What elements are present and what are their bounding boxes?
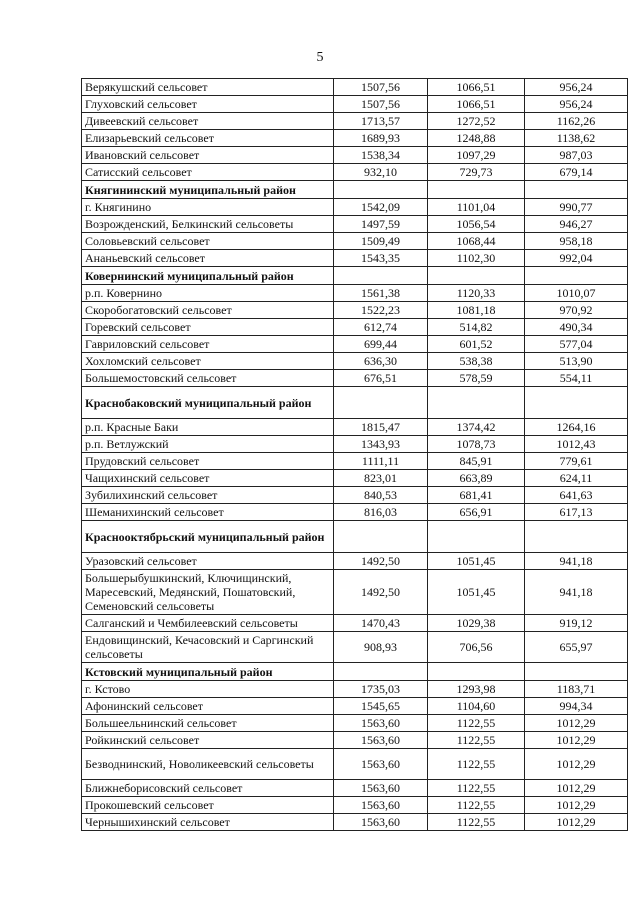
value-cell-v1: 1543,35 [334, 250, 428, 267]
value-cell-v3: 1010,07 [525, 285, 628, 302]
value-cell-v2: 1122,55 [428, 814, 525, 831]
table-row [82, 780, 628, 797]
locality-name-cell: Зубилихинский сельсовет [82, 487, 334, 504]
value-cell-v2: 656,91 [428, 504, 525, 521]
locality-name-cell: Елизарьевский сельсовет [82, 130, 334, 147]
value-cell-v1: 1509,49 [334, 233, 428, 250]
value-cell-v3: 956,24 [525, 96, 628, 113]
locality-name-cell: Большемостовский сельсовет [82, 370, 334, 387]
value-cell-v3: 655,97 [525, 632, 628, 663]
value-cell-v2: 1101,04 [428, 199, 525, 216]
value-cell-v2: 1374,42 [428, 419, 525, 436]
locality-name-cell: Прудовский сельсовет [82, 453, 334, 470]
table-row [82, 285, 628, 302]
locality-name-cell: Салганский и Чембилеевский сельсоветы [82, 615, 334, 632]
section-title: Кстовский муниципальный район [82, 663, 334, 681]
table-row [82, 698, 628, 715]
empty-cell [334, 663, 428, 681]
value-cell-v2: 1056,54 [428, 216, 525, 233]
table-row [82, 216, 628, 233]
value-cell-v1: 1343,93 [334, 436, 428, 453]
empty-cell [525, 181, 628, 199]
value-cell-v1: 1492,50 [334, 570, 428, 615]
table-row [82, 632, 628, 663]
value-cell-v1: 908,93 [334, 632, 428, 663]
value-cell-v2: 1066,51 [428, 79, 525, 96]
value-cell-v1: 1542,09 [334, 199, 428, 216]
locality-name-cell: г. Кстово [82, 681, 334, 698]
empty-cell [525, 521, 628, 553]
locality-name-cell: Ендовищинский, Кечасовский и Саргинский сельсоветы [82, 632, 334, 663]
section-header-row [82, 521, 628, 553]
empty-cell [334, 181, 428, 199]
value-cell-v1: 699,44 [334, 336, 428, 353]
locality-name-cell: Шеманихинский сельсовет [82, 504, 334, 521]
value-cell-v2: 1122,55 [428, 749, 525, 780]
table-row [82, 113, 628, 130]
value-cell-v1: 1111,11 [334, 453, 428, 470]
empty-cell [334, 267, 428, 285]
value-cell-v3: 1012,29 [525, 749, 628, 780]
value-cell-v2: 845,91 [428, 453, 525, 470]
empty-cell [525, 387, 628, 419]
table-row [82, 814, 628, 831]
value-cell-v2: 1102,30 [428, 250, 525, 267]
value-cell-v3: 1183,71 [525, 681, 628, 698]
value-cell-v3: 1012,29 [525, 715, 628, 732]
value-cell-v1: 1522,23 [334, 302, 428, 319]
value-cell-v1: 1561,38 [334, 285, 428, 302]
value-cell-v1: 1563,60 [334, 749, 428, 780]
value-cell-v1: 1492,50 [334, 553, 428, 570]
locality-name-cell: Безводнинский, Новоликеевский сельсоветы [82, 749, 334, 780]
value-cell-v3: 992,04 [525, 250, 628, 267]
locality-name-cell: Скоробогатовский сельсовет [82, 302, 334, 319]
value-cell-v2: 1122,55 [428, 715, 525, 732]
section-header-row [82, 181, 628, 199]
locality-name-cell: Большеельнинский сельсовет [82, 715, 334, 732]
value-cell-v2: 1104,60 [428, 698, 525, 715]
locality-name-cell: Большерыбушкинский, Ключищинский, Маресевский, Медянский, Пошатовский, Семеновский сельсоветы [82, 570, 334, 615]
value-cell-v1: 1470,43 [334, 615, 428, 632]
value-cell-v1: 1507,56 [334, 79, 428, 96]
value-cell-v1: 1507,56 [334, 96, 428, 113]
value-cell-v3: 941,18 [525, 553, 628, 570]
value-cell-v1: 1713,57 [334, 113, 428, 130]
value-cell-v2: 1120,33 [428, 285, 525, 302]
value-cell-v3: 919,12 [525, 615, 628, 632]
table-row [82, 570, 628, 615]
locality-name-cell: Уразовский сельсовет [82, 553, 334, 570]
value-cell-v3: 624,11 [525, 470, 628, 487]
table-row [82, 370, 628, 387]
value-cell-v1: 1545,65 [334, 698, 428, 715]
value-cell-v2: 1248,88 [428, 130, 525, 147]
table-row [82, 79, 628, 96]
locality-name-cell: Хохломский сельсовет [82, 353, 334, 370]
value-cell-v3: 987,03 [525, 147, 628, 164]
section-title: Краснобаковский муниципальный район [82, 387, 334, 419]
empty-cell [428, 267, 525, 285]
value-cell-v2: 1068,44 [428, 233, 525, 250]
value-cell-v3: 956,24 [525, 79, 628, 96]
value-cell-v2: 1029,38 [428, 615, 525, 632]
value-cell-v1: 1735,03 [334, 681, 428, 698]
value-cell-v2: 1066,51 [428, 96, 525, 113]
table-row [82, 504, 628, 521]
value-cell-v2: 1051,45 [428, 570, 525, 615]
value-cell-v3: 1138,62 [525, 130, 628, 147]
value-cell-v1: 636,30 [334, 353, 428, 370]
page-number: 5 [316, 50, 324, 65]
table-row [82, 302, 628, 319]
value-cell-v2: 1051,45 [428, 553, 525, 570]
value-cell-v2: 1122,55 [428, 732, 525, 749]
table-row [82, 147, 628, 164]
table-row [82, 336, 628, 353]
table-body [82, 79, 628, 831]
value-cell-v3: 1264,16 [525, 419, 628, 436]
value-cell-v1: 1815,47 [334, 419, 428, 436]
table-row [82, 96, 628, 113]
value-cell-v2: 1272,52 [428, 113, 525, 130]
section-header-row [82, 267, 628, 285]
value-cell-v3: 946,27 [525, 216, 628, 233]
value-cell-v2: 1097,29 [428, 147, 525, 164]
table-row [82, 553, 628, 570]
value-cell-v2: 601,52 [428, 336, 525, 353]
locality-name-cell: Соловьевский сельсовет [82, 233, 334, 250]
locality-name-cell: Горевский сельсовет [82, 319, 334, 336]
locality-name-cell: Возрожденский, Белкинский сельсоветы [82, 216, 334, 233]
locality-name-cell: Верякушский сельсовет [82, 79, 334, 96]
empty-cell [334, 521, 428, 553]
locality-name-cell: Сатисский сельсовет [82, 164, 334, 181]
table-row [82, 319, 628, 336]
value-cell-v1: 1689,93 [334, 130, 428, 147]
locality-name-cell: Афонинский сельсовет [82, 698, 334, 715]
locality-name-cell: Дивеевский сельсовет [82, 113, 334, 130]
empty-cell [428, 521, 525, 553]
table-row [82, 732, 628, 749]
value-cell-v1: 1563,60 [334, 715, 428, 732]
value-cell-v2: 663,89 [428, 470, 525, 487]
table-row [82, 453, 628, 470]
value-cell-v2: 729,73 [428, 164, 525, 181]
locality-name-cell: г. Княгинино [82, 199, 334, 216]
value-cell-v1: 840,53 [334, 487, 428, 504]
table-row [82, 681, 628, 698]
table-row [82, 436, 628, 453]
value-cell-v1: 676,51 [334, 370, 428, 387]
value-cell-v2: 1081,18 [428, 302, 525, 319]
value-cell-v3: 958,18 [525, 233, 628, 250]
value-cell-v3: 941,18 [525, 570, 628, 615]
value-cell-v1: 1563,60 [334, 814, 428, 831]
value-cell-v2: 578,59 [428, 370, 525, 387]
table-row [82, 199, 628, 216]
value-cell-v3: 970,92 [525, 302, 628, 319]
value-cell-v2: 514,82 [428, 319, 525, 336]
locality-name-cell: Гавриловский сельсовет [82, 336, 334, 353]
table-row [82, 130, 628, 147]
empty-cell [428, 181, 525, 199]
table-row [82, 419, 628, 436]
value-cell-v2: 1122,55 [428, 797, 525, 814]
value-cell-v1: 1563,60 [334, 780, 428, 797]
locality-name-cell: Прокошевский сельсовет [82, 797, 334, 814]
table-row [82, 715, 628, 732]
empty-cell [428, 663, 525, 681]
value-cell-v3: 1012,29 [525, 797, 628, 814]
locality-name-cell: р.п. Красные Баки [82, 419, 334, 436]
locality-name-cell: р.п. Ветлужский [82, 436, 334, 453]
value-cell-v2: 1293,98 [428, 681, 525, 698]
value-cell-v3: 1162,26 [525, 113, 628, 130]
value-cell-v3: 779,61 [525, 453, 628, 470]
value-cell-v3: 641,63 [525, 487, 628, 504]
value-cell-v3: 554,11 [525, 370, 628, 387]
empty-cell [428, 387, 525, 419]
value-cell-v1: 1538,34 [334, 147, 428, 164]
value-cell-v1: 1497,59 [334, 216, 428, 233]
section-title: Ковернинский муниципальный район [82, 267, 334, 285]
value-cell-v3: 617,13 [525, 504, 628, 521]
table-row [82, 353, 628, 370]
locality-name-cell: Ивановский сельсовет [82, 147, 334, 164]
table-row [82, 797, 628, 814]
section-header-row [82, 663, 628, 681]
table-row [82, 250, 628, 267]
locality-name-cell: Ближнеборисовский сельсовет [82, 780, 334, 797]
value-cell-v1: 612,74 [334, 319, 428, 336]
value-cell-v3: 994,34 [525, 698, 628, 715]
section-title: Краснооктябрьский муниципальный район [82, 521, 334, 553]
locality-name-cell: р.п. Ковернино [82, 285, 334, 302]
value-cell-v1: 1563,60 [334, 797, 428, 814]
table-row [82, 615, 628, 632]
value-cell-v2: 1122,55 [428, 780, 525, 797]
locality-name-cell: Ананьевский сельсовет [82, 250, 334, 267]
value-cell-v1: 816,03 [334, 504, 428, 521]
value-cell-v3: 679,14 [525, 164, 628, 181]
locality-name-cell: Ройкинский сельсовет [82, 732, 334, 749]
value-cell-v1: 932,10 [334, 164, 428, 181]
empty-cell [525, 663, 628, 681]
section-title: Княгининский муниципальный район [82, 181, 334, 199]
value-cell-v3: 1012,29 [525, 780, 628, 797]
value-cell-v3: 990,77 [525, 199, 628, 216]
table-row [82, 487, 628, 504]
table-row [82, 233, 628, 250]
locality-name-cell: Чащихинский сельсовет [82, 470, 334, 487]
value-cell-v3: 1012,29 [525, 814, 628, 831]
value-cell-v3: 1012,29 [525, 732, 628, 749]
value-cell-v2: 681,41 [428, 487, 525, 504]
section-header-row [82, 387, 628, 419]
locality-name-cell: Глуховский сельсовет [82, 96, 334, 113]
table-row [82, 164, 628, 181]
value-cell-v3: 577,04 [525, 336, 628, 353]
table-row [82, 470, 628, 487]
value-cell-v3: 513,90 [525, 353, 628, 370]
tariff-table [81, 78, 628, 831]
empty-cell [525, 267, 628, 285]
locality-name-cell: Чернышихинский сельсовет [82, 814, 334, 831]
value-cell-v2: 538,38 [428, 353, 525, 370]
table-row [82, 749, 628, 780]
value-cell-v2: 706,56 [428, 632, 525, 663]
value-cell-v3: 490,34 [525, 319, 628, 336]
value-cell-v3: 1012,43 [525, 436, 628, 453]
value-cell-v2: 1078,73 [428, 436, 525, 453]
empty-cell [334, 387, 428, 419]
value-cell-v1: 823,01 [334, 470, 428, 487]
value-cell-v1: 1563,60 [334, 732, 428, 749]
